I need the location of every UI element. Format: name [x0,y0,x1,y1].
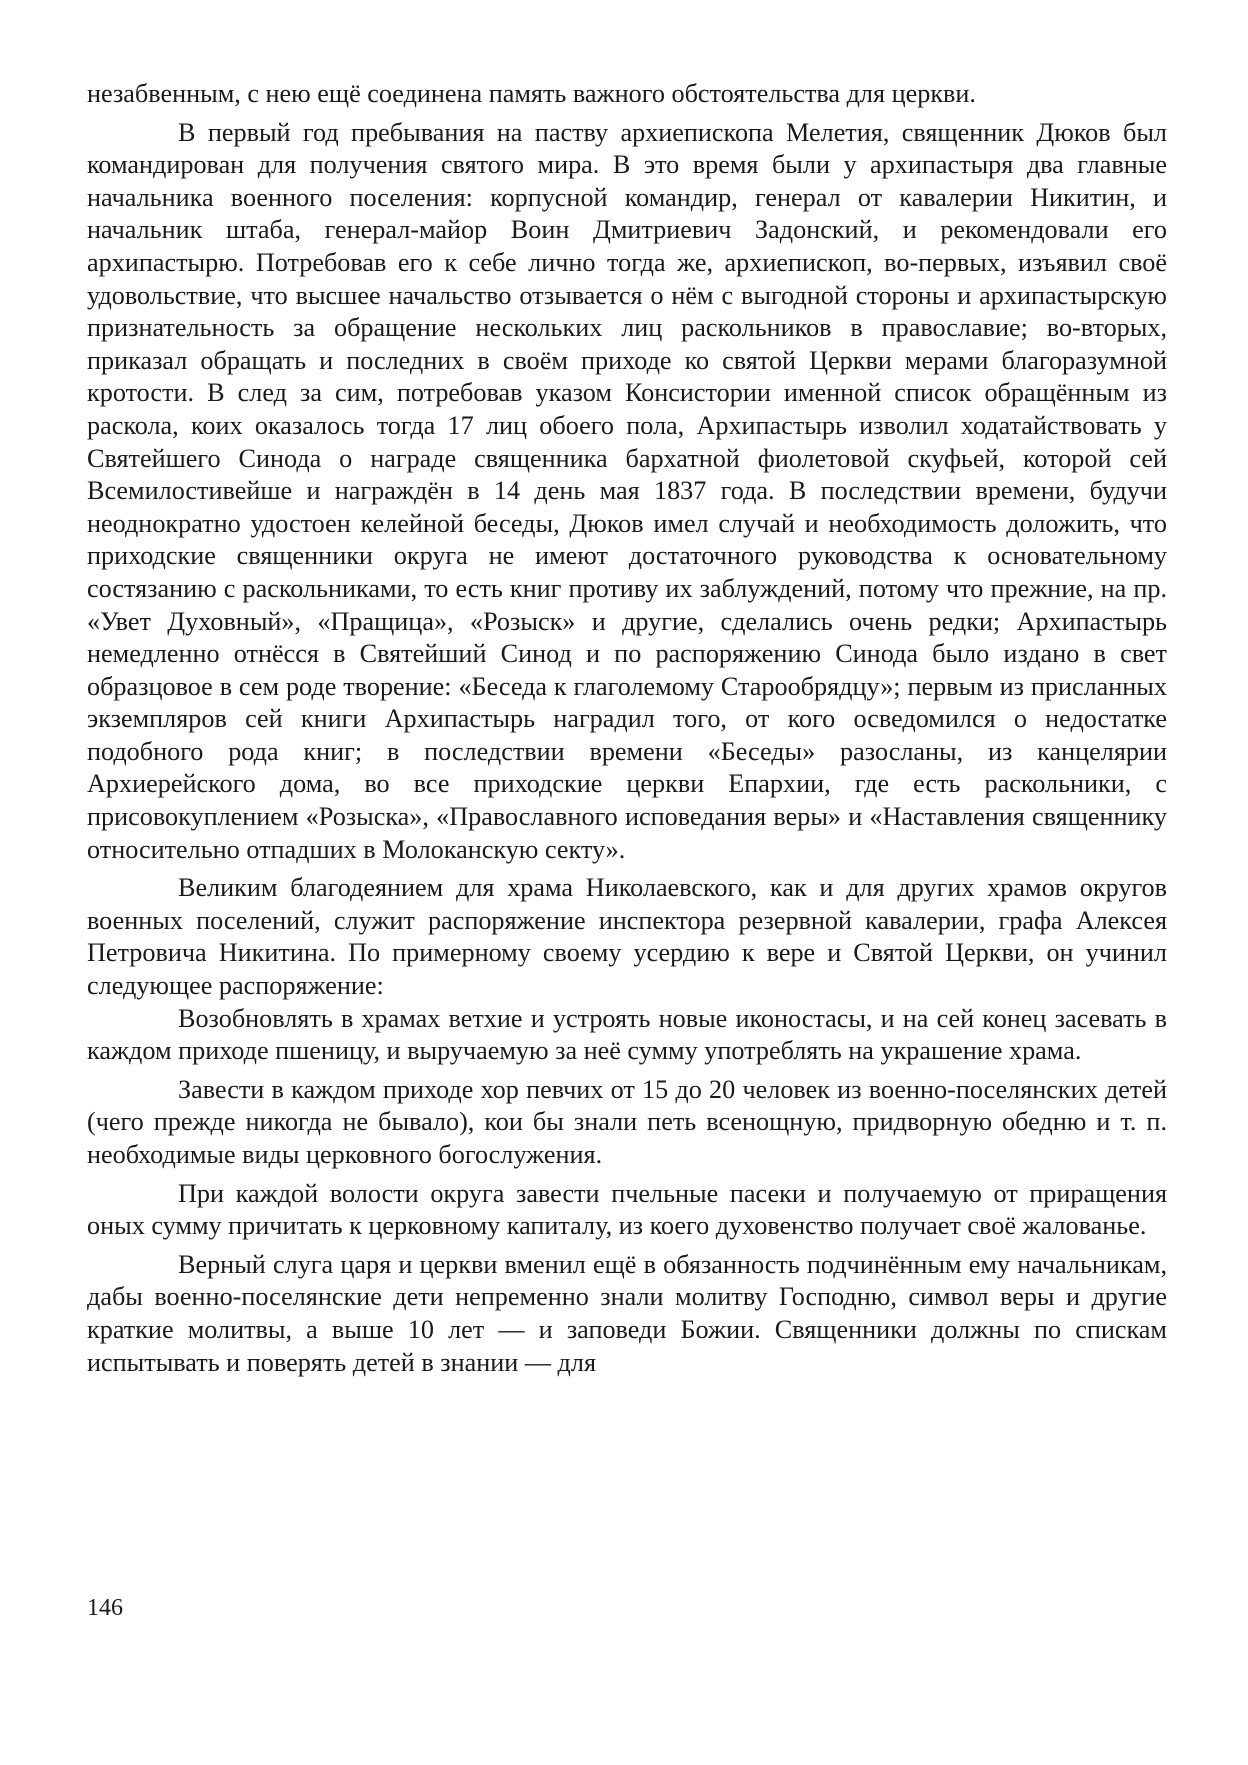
page-number: 146 [87,1595,123,1621]
paragraph-continuation: незабвенным, с нею ещё соединена память важного обстоятельства для церкви. [87,79,976,108]
paragraph-apiaries: При каждой волости округа завести пчельные пасеки и получаемую от приращения оных сумму причитать к церковному капиталу, из коего духовенство получает своё жалованье. [87,1178,1167,1241]
page-body [87,78,1167,1379]
paragraph-nikitin-order: Великим благодеянием для храма Николаевского, как и для других храмов округов военных поселений, служит распоряжение инспектора резервной кавалерии, графа Алексея Петровича Никитина. По примерному своему усердию к вере и Святой Церкви, он учинил следующее распоряжение: [87,873,1167,1001]
paragraph-meletius-visit: В первый год пребывания на паству архиепископа Мелетия, священник Дюков был командирован для получения святого мира. В это время были у архипастыря два главные начальника военного поселения: корпусной командир, генерал от кавалерии Никитин, и начальник штаба, генерал-майор Воин Дмитриевич Задонский, и рекомендовали его архипастырю. Потребовав его к себе лично тогда же, архиепископ, во-первых, изъявил своё удовольствие, что высшее начальство отзывается о нём с выгодной стороны и архипастырскую признательность за обращение нескольких лиц раскольников в православие; во-вторых, приказал обращать и последних в своём приходе ко святой Церкви мерами благоразумной кротости. В след за сим, потребовав указом Консистории именной список обращённым из раскола, коих оказалось тогда 17 лиц обоего пола, Архипастырь изволил ходатайствовать у Святейшего Синода о награде священника бархатной фиолетовой скуфьей, которой сей Всемилостивейше и награждён в 14 день мая 1837 года. В последствии времени, будучи неоднократно удостоен келейной беседы, Дюков имел случай и необходимость доложить, что приходские священники округа не имеют достаточного руководства к основательному состязанию с раскольниками, то есть книг противу их заблуждений, потому что прежние, на пр. «Увет Духовный», «Пращица», «Розыск» и другие, сделались очень редки; Архипастырь немедленно отнёсся в Святейший Синод и по распоряжению Синода было издано в свет образцовое в сем роде творение: «Беседа к глаголемому Старообрядцу»; первым из присланных экземпляров сей книги Архипастырь наградил того, от кого осведомился о недостатке подобного рода книг; в последствии времени «Беседы» разосланы, из канцелярии Архиерейского дома, во все приходские церкви Епархии, где есть раскольники, с присовокуплением «Розыска», «Православного исповедания веры» и «Наставления священнику относительно отпадших в Молоканскую секту». [87,117,1167,864]
paragraph-iconostasis: Возобновлять в храмах ветхие и устроять новые иконостасы, и на сей конец засевать в каждом приходе пшеницу, и выручаемую за неё сумму употреблять на украшение храма. [87,1003,1167,1066]
paragraph-choir: Завести в каждом приходе хор певчих от 15 до 20 человек из военно-поселянских детей (чего прежде никогда не бывало), кои бы знали петь всенощную, придворную обедню и т. п. необходимые виды церковного богослужения. [87,1074,1167,1169]
paragraph-prayers: Верный слуга царя и церкви вменил ещё в обязанность подчинённым ему начальникам, дабы военно-поселянские дети непременно знали молитву Господню, символ веры и другие краткие молитвы, а выше 10 лет — и заповеди Божии. Священники должны по спискам испытывать и поверять детей в знании — для [87,1249,1167,1377]
